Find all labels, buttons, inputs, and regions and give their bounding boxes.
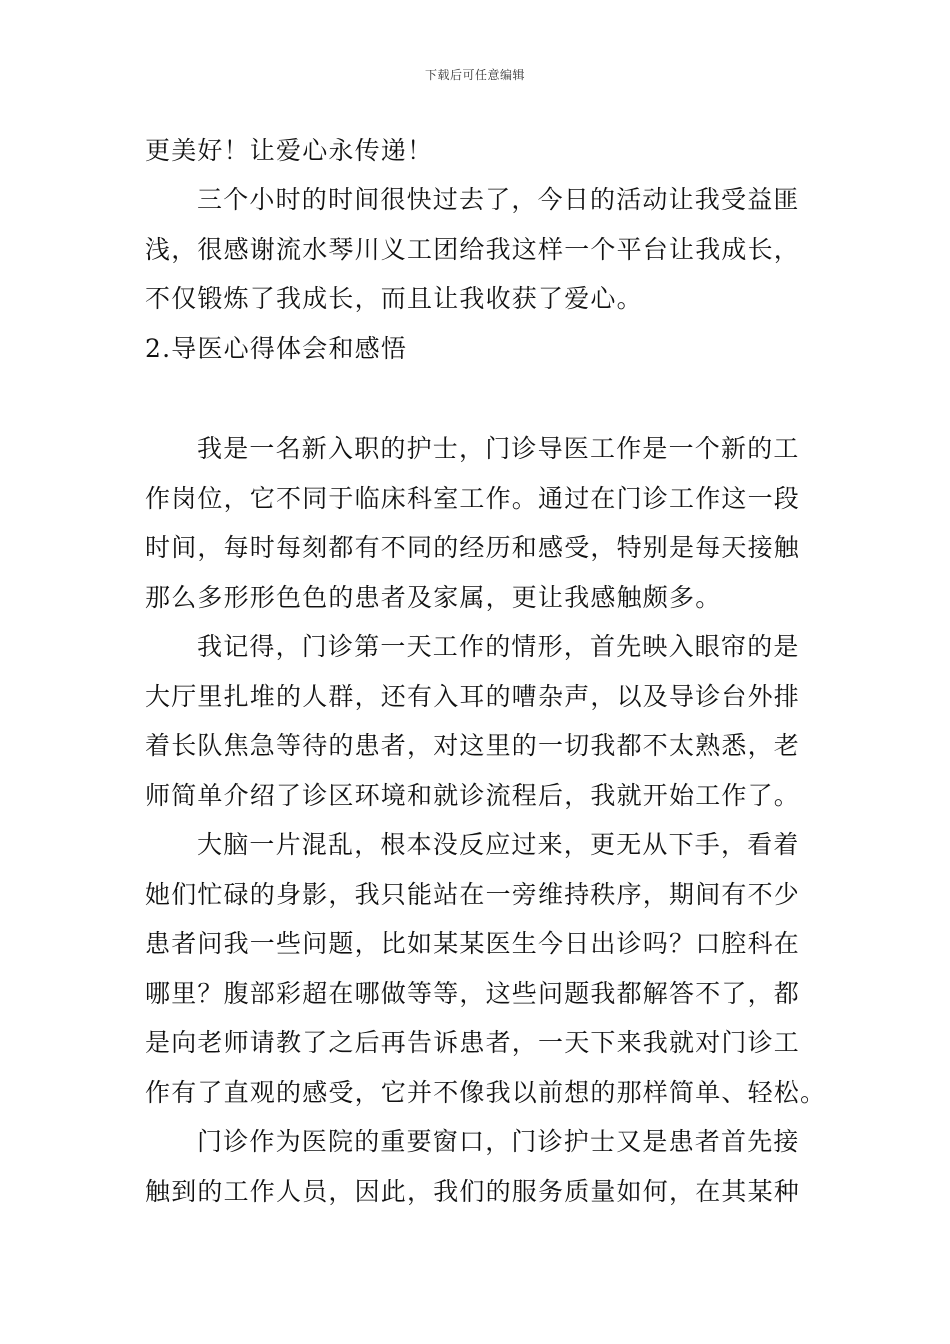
body-line: 师简单介绍了诊区环境和就诊流程后，我就开始工作了。 (145, 781, 801, 810)
body-line: 三个小时的时间很快过去了，今日的活动让我受益匪 (197, 185, 800, 214)
body-line: 大厅里扎堆的人群，还有入耳的嘈杂声，以及导诊台外排 (145, 682, 801, 711)
body-line: 着长队焦急等待的患者，对这里的一切我都不太熟悉，老 (145, 731, 801, 760)
body-line: 作岗位，它不同于临床科室工作。通过在门诊工作这一段 (145, 484, 801, 513)
body-line: 是向老师请教了之后再告诉患者，一天下来我就对门诊工 (145, 1028, 801, 1057)
body-line: 更美好！让爱心永传递！ (145, 136, 434, 165)
body-line: 她们忙碌的身影，我只能站在一旁维持秩序，期间有不少 (145, 880, 801, 909)
body-line: 作有了直观的感受，它并不像我以前想的那样简单、轻松。 (145, 1078, 827, 1107)
body-line: 我是一名新入职的护士，门诊导医工作是一个新的工 (197, 434, 800, 463)
body-line: 那么多形形色色的患者及家属，更让我感触颇多。 (145, 583, 722, 612)
body-line: 触到的工作人员，因此，我们的服务质量如何，在其某种 (145, 1177, 801, 1206)
body-line: 哪里？腹部彩超在哪做等等，这些问题我都解答不了，都 (145, 979, 801, 1008)
body-line: 大脑一片混乱，根本没反应过来，更无从下手，看着 (197, 830, 800, 859)
body-line: 门诊作为医院的重要窗口，门诊护士又是患者首先接 (197, 1127, 800, 1156)
body-line: 浅，很感谢流水琴川义工团给我这样一个平台让我成长， (145, 235, 801, 264)
body-line: 我记得，门诊第一天工作的情形，首先映入眼帘的是 (197, 632, 800, 661)
body-line: 不仅锻炼了我成长，而且让我收获了爱心。 (145, 284, 643, 313)
section-heading: 2.导医心得体会和感悟 (145, 334, 408, 363)
body-line: 时间，每时每刻都有不同的经历和感受，特别是每天接触 (145, 533, 801, 562)
page-header: 下载后可任意编辑 (424, 68, 525, 82)
body-line: 患者问我一些问题，比如某某医生今日出诊吗？口腔科在 (145, 929, 801, 958)
